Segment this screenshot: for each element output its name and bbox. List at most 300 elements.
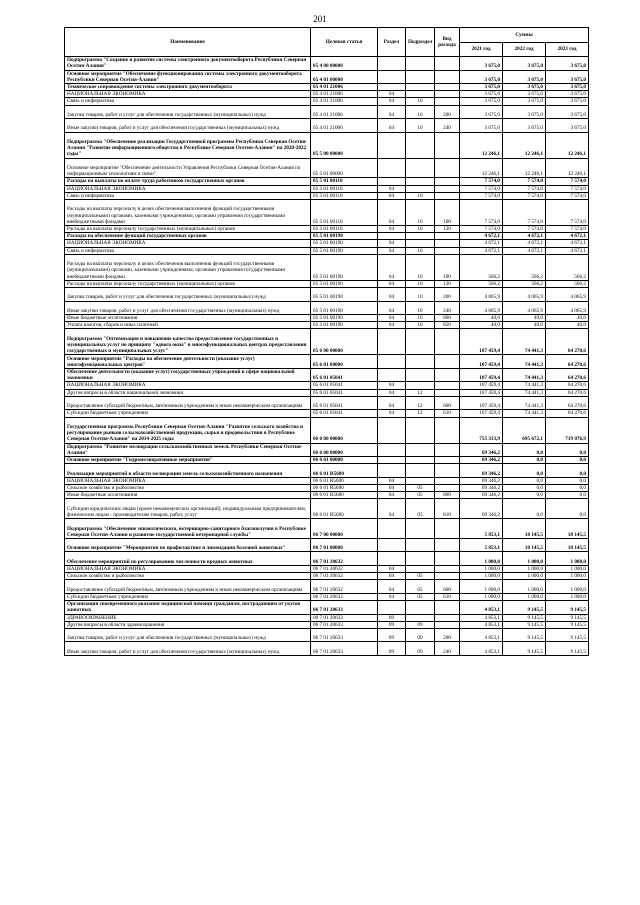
header-section: Раздел xyxy=(378,28,406,57)
row-expense-type: 200 xyxy=(435,105,460,119)
row-section: 09 xyxy=(378,614,406,621)
table-row xyxy=(65,552,589,566)
row-subsection: 09 xyxy=(406,621,435,628)
row-name: Основное мероприятие "Обеспечение функционирования системы электронного документооборота Республики Северная Осетия-Алания" xyxy=(65,70,311,84)
row-section: 04 xyxy=(378,91,406,98)
row-section: 09 xyxy=(378,621,406,628)
row-target-code: 05 5 01 00110 xyxy=(311,178,378,185)
row-subsection: 05 xyxy=(406,593,435,600)
row-sum-2021: 1 000,0 xyxy=(460,565,503,572)
row-sum-2022: 74 441,3 xyxy=(503,389,546,396)
row-sum-2021: 5 853,1 xyxy=(460,538,503,552)
row-name: Иные закупки товаров, работ и услуг для обеспечения государственных (муниципальных) нужд xyxy=(65,119,311,133)
row-name: НАЦИОНАЛЬНАЯ ЭКОНОМИКА xyxy=(65,240,311,247)
table-row xyxy=(65,382,589,389)
row-name: Расходы на выплаты персоналу государственных (муниципальных) органов xyxy=(65,280,311,287)
table-row xyxy=(65,185,589,192)
row-subsection xyxy=(406,614,435,621)
row-target-code: 05 5 01 00190 xyxy=(311,240,378,247)
row-expense-type xyxy=(435,565,460,572)
table-row xyxy=(65,301,589,315)
row-target-code: 06 7 01 20633 xyxy=(311,601,378,615)
row-expense-type xyxy=(435,368,460,382)
row-target-code: 05 6 01 05041 xyxy=(311,410,378,417)
row-subsection xyxy=(406,519,435,539)
row-section: 04 xyxy=(378,200,406,226)
table-row xyxy=(65,288,589,302)
row-target-code: 06 7 00 00000 xyxy=(311,519,378,539)
row-name: Другие вопросы в области здравоохранения xyxy=(65,621,311,628)
table-row xyxy=(65,178,589,185)
row-expense-type: 100 xyxy=(435,254,460,280)
row-target-code: 05 4 01 21006 xyxy=(311,105,378,119)
table-row xyxy=(65,132,589,158)
row-name: Расходы на выплаты персоналу государственных (муниципальных) органов xyxy=(65,226,311,233)
row-expense-type xyxy=(435,98,460,105)
table-row xyxy=(65,538,589,552)
header-subsection: Подраздел xyxy=(406,28,435,57)
row-expense-type xyxy=(435,329,460,355)
row-sum-2023: 64 270,6 xyxy=(546,368,589,382)
table-row xyxy=(65,91,589,98)
row-section: 04 xyxy=(378,192,406,199)
row-target-code: 06 6 01 R5680 xyxy=(311,499,378,519)
row-subsection: 05 xyxy=(406,492,435,499)
table-row xyxy=(65,443,589,457)
row-sum-2022: 74 441,3 xyxy=(503,382,546,389)
row-section: 04 xyxy=(378,288,406,302)
table-row xyxy=(65,315,589,322)
row-sum-2022: 9 145,5 xyxy=(503,614,546,621)
row-section: 04 xyxy=(378,254,406,280)
row-sum-2021: 3 675,0 xyxy=(460,57,503,71)
table-row xyxy=(65,226,589,233)
row-sum-2021: 12 246,1 xyxy=(460,158,503,178)
row-target-code: 05 5 01 00110 xyxy=(311,192,378,199)
row-target-code: 05 5 01 00110 xyxy=(311,200,378,226)
row-sum-2022: 9 145,5 xyxy=(503,621,546,628)
row-subsection: 10 xyxy=(406,105,435,119)
row-sum-2022: 12 246,1 xyxy=(503,132,546,158)
row-sum-2023: 4 672,1 xyxy=(546,233,589,240)
row-sum-2023: 9 145,5 xyxy=(546,628,589,642)
row-sum-2022: 1 000,0 xyxy=(503,593,546,600)
row-sum-2021: 40,0 xyxy=(460,315,503,322)
row-expense-type xyxy=(435,185,460,192)
row-sum-2023: 12 246,1 xyxy=(546,158,589,178)
row-expense-type xyxy=(435,573,460,580)
row-expense-type: 610 xyxy=(435,410,460,417)
table-row xyxy=(65,417,589,443)
row-subsection xyxy=(406,178,435,185)
row-section: 04 xyxy=(378,280,406,287)
row-subsection xyxy=(406,70,435,84)
table-row xyxy=(65,84,589,91)
row-sum-2022: 1 000,0 xyxy=(503,580,546,594)
row-sum-2023: 64 270,6 xyxy=(546,355,589,369)
row-sum-2023: 9 145,5 xyxy=(546,614,589,621)
row-section: 04 xyxy=(378,315,406,322)
row-sum-2021: 4 672,1 xyxy=(460,247,503,254)
row-subsection: 10 xyxy=(406,192,435,199)
row-section: 04 xyxy=(378,247,406,254)
row-sum-2022: 10 145,5 xyxy=(503,538,546,552)
row-subsection: 05 xyxy=(406,499,435,519)
row-subsection xyxy=(406,443,435,457)
row-section xyxy=(378,233,406,240)
row-sum-2022: 7 574,0 xyxy=(503,226,546,233)
row-subsection xyxy=(406,552,435,566)
table-row xyxy=(65,580,589,594)
table-row xyxy=(65,593,589,600)
row-sum-2023: 40,0 xyxy=(546,315,589,322)
table-row xyxy=(65,642,589,656)
row-subsection: 10 xyxy=(406,98,435,105)
row-sum-2021: 4 853,1 xyxy=(460,628,503,642)
row-sum-2022: 3 675,0 xyxy=(503,98,546,105)
row-name: Связь и информатика xyxy=(65,247,311,254)
row-sum-2021: 69 346,2 xyxy=(460,484,503,491)
row-expense-type: 100 xyxy=(435,200,460,226)
row-sum-2021: 566,2 xyxy=(460,280,503,287)
row-section: 04 xyxy=(378,396,406,410)
row-sum-2021: 4 065,9 xyxy=(460,288,503,302)
row-sum-2022: 40,0 xyxy=(503,322,546,329)
row-name: НАЦИОНАЛЬНАЯ ЭКОНОМИКА xyxy=(65,565,311,572)
row-sum-2023: 4 672,1 xyxy=(546,240,589,247)
row-sum-2022: 0,0 xyxy=(503,484,546,491)
row-section: 04 xyxy=(378,301,406,315)
row-expense-type xyxy=(435,132,460,158)
row-section: 04 xyxy=(378,119,406,133)
row-sum-2022: 0,0 xyxy=(503,443,546,457)
row-target-code: 05 6 01 05041 xyxy=(311,382,378,389)
row-name: Техническое сопровождение системы электронного документооборота xyxy=(65,84,311,91)
row-section: 04 xyxy=(378,477,406,484)
row-name: Расходы на выплаты по оплате труда работников государственных органов xyxy=(65,178,311,185)
row-target-code: 06 7 01 20633 xyxy=(311,614,378,621)
row-sum-2023: 719 076,9 xyxy=(546,417,589,443)
table-row xyxy=(65,565,589,572)
row-sum-2023: 1 000,0 xyxy=(546,593,589,600)
row-section xyxy=(378,552,406,566)
row-sum-2021: 755 313,9 xyxy=(460,417,503,443)
row-sum-2023: 7 574,0 xyxy=(546,178,589,185)
row-sum-2022: 7 574,0 xyxy=(503,178,546,185)
row-sum-2022: 74 441,3 xyxy=(503,368,546,382)
row-sum-2023: 64 270,6 xyxy=(546,410,589,417)
row-subsection xyxy=(406,329,435,355)
row-expense-type xyxy=(435,443,460,457)
row-expense-type xyxy=(435,192,460,199)
row-sum-2022: 1 000,0 xyxy=(503,573,546,580)
row-sum-2021: 4 853,1 xyxy=(460,614,503,621)
row-target-code: 05 5 01 00190 xyxy=(311,288,378,302)
row-expense-type: 240 xyxy=(435,642,460,656)
row-expense-type: 200 xyxy=(435,628,460,642)
row-target-code: 05 5 01 00190 xyxy=(311,247,378,254)
row-expense-type xyxy=(435,247,460,254)
row-sum-2021: 3 675,0 xyxy=(460,91,503,98)
row-name: Расходы на выплаты персоналу в целях обеспечения выполнения функций государственными (муниципальными) органами, казенными учреждениями, органами управления государственными внебюджетными фондами xyxy=(65,254,311,280)
row-expense-type xyxy=(435,178,460,185)
row-sum-2021: 3 675,0 xyxy=(460,84,503,91)
table-row xyxy=(65,519,589,539)
table-row xyxy=(65,119,589,133)
row-sum-2021: 3 675,0 xyxy=(460,70,503,84)
row-sum-2023: 4 065,9 xyxy=(546,301,589,315)
row-sum-2021: 4 672,1 xyxy=(460,233,503,240)
row-sum-2023: 64 270,6 xyxy=(546,389,589,396)
row-sum-2022: 9 145,5 xyxy=(503,601,546,615)
row-section xyxy=(378,443,406,457)
row-expense-type xyxy=(435,57,460,71)
table-row xyxy=(65,192,589,199)
row-sum-2022: 1 000,0 xyxy=(503,565,546,572)
row-sum-2021: 4 672,1 xyxy=(460,240,503,247)
row-target-code: 06 7 01 20633 xyxy=(311,642,378,656)
row-sum-2023: 4 065,9 xyxy=(546,288,589,302)
row-sum-2022: 3 675,0 xyxy=(503,105,546,119)
row-sum-2022: 40,0 xyxy=(503,315,546,322)
header-year-2021: 2021 год xyxy=(460,43,503,57)
row-expense-type xyxy=(435,91,460,98)
row-subsection xyxy=(406,538,435,552)
row-sum-2022: 10 145,5 xyxy=(503,519,546,539)
row-sum-2023: 1 000,0 xyxy=(546,565,589,572)
row-target-code: 05 4 01 21006 xyxy=(311,98,378,105)
table-row xyxy=(65,410,589,417)
row-sum-2023: 7 574,0 xyxy=(546,185,589,192)
table-row xyxy=(65,484,589,491)
row-expense-type: 200 xyxy=(435,288,460,302)
row-section xyxy=(378,464,406,478)
row-name: Подпрограмма "Обеспечение эпизоотического, ветеринарно-санитарного благополучия в Республике Северная Осетия-Алания и развитие государственной ветеринарной службы" xyxy=(65,519,311,539)
row-section xyxy=(378,70,406,84)
row-sum-2023: 0,0 xyxy=(546,484,589,491)
row-name: Сельское хозяйство и рыболовство xyxy=(65,484,311,491)
row-sum-2022: 7 574,0 xyxy=(503,200,546,226)
row-subsection xyxy=(406,477,435,484)
row-expense-type: 610 xyxy=(435,593,460,600)
row-target-code: 05 5 00 00000 xyxy=(311,132,378,158)
row-name: Субсидии бюджетным учреждениям xyxy=(65,593,311,600)
row-expense-type: 600 xyxy=(435,580,460,594)
row-target-code: 06 7 01 20632 xyxy=(311,552,378,566)
row-sum-2022: 0,0 xyxy=(503,464,546,478)
row-sum-2022: 4 065,9 xyxy=(503,288,546,302)
row-sum-2022: 12 246,1 xyxy=(503,158,546,178)
row-sum-2021: 4 065,9 xyxy=(460,301,503,315)
row-subsection: 10 xyxy=(406,226,435,233)
table-row xyxy=(65,70,589,84)
row-expense-type xyxy=(435,158,460,178)
row-target-code: 06 7 01 20632 xyxy=(311,593,378,600)
row-expense-type: 810 xyxy=(435,499,460,519)
row-sum-2022: 0,0 xyxy=(503,492,546,499)
row-section xyxy=(378,601,406,615)
row-subsection xyxy=(406,601,435,615)
row-sum-2022: 1 000,0 xyxy=(503,552,546,566)
row-subsection xyxy=(406,57,435,71)
row-sum-2023: 7 574,0 xyxy=(546,226,589,233)
row-section: 04 xyxy=(378,240,406,247)
table-row xyxy=(65,254,589,280)
row-name: Подпрограмма "Обеспечение реализации Государственной программы Республики Северная Осетия-Алания "Развитие информационного общества в Республике Северная Осетия-Алания" на 2020-2022 годы" xyxy=(65,132,311,158)
row-sum-2023: 7 574,0 xyxy=(546,192,589,199)
row-sum-2022: 9 145,5 xyxy=(503,628,546,642)
row-sum-2022: 4 672,1 xyxy=(503,233,546,240)
row-target-code: 05 5 01 00110 xyxy=(311,185,378,192)
row-sum-2021: 69 346,2 xyxy=(460,457,503,464)
row-name: Расходы на выплаты персоналу в целях обеспечения выполнения функций государственными (муниципальными) органами, казенными учреждениями, органами управления государственными внебюджетными фондами xyxy=(65,200,311,226)
row-subsection xyxy=(406,417,435,443)
row-sum-2021: 69 346,2 xyxy=(460,477,503,484)
row-expense-type: 120 xyxy=(435,226,460,233)
row-sum-2021: 69 346,2 xyxy=(460,499,503,519)
row-section xyxy=(378,132,406,158)
row-target-code: 06 6 01 00000 xyxy=(311,457,378,464)
row-section: 04 xyxy=(378,322,406,329)
row-sum-2022: 7 574,0 xyxy=(503,192,546,199)
row-expense-type xyxy=(435,484,460,491)
row-name: Субсидии юридическим лицам (кроме некоммерческих организаций), индивидуальным предпринимателям, физическим лицам - производителям товаров, работ, услуг xyxy=(65,499,311,519)
row-name: Подпрограмма "Оптимизация и повышение качества предоставления государственных и муниципальных услуг по принципу "одного окна" в многофункциональных центрах предоставления государственных и муниципальных услуг" xyxy=(65,329,311,355)
row-section: 04 xyxy=(378,98,406,105)
row-sum-2021: 7 574,0 xyxy=(460,185,503,192)
row-subsection: 10 xyxy=(406,119,435,133)
table-row xyxy=(65,368,589,382)
row-sum-2021: 5 853,1 xyxy=(460,519,503,539)
row-expense-type xyxy=(435,382,460,389)
row-sum-2022: 74 441,3 xyxy=(503,396,546,410)
row-target-code: 05 5 01 00190 xyxy=(311,315,378,322)
row-sum-2022: 3 675,0 xyxy=(503,57,546,71)
row-sum-2021: 107 459,4 xyxy=(460,329,503,355)
row-expense-type: 240 xyxy=(435,119,460,133)
row-expense-type xyxy=(435,519,460,539)
row-subsection xyxy=(406,185,435,192)
row-subsection xyxy=(406,158,435,178)
row-target-code: 05 5 01 00110 xyxy=(311,226,378,233)
row-sum-2022: 566,2 xyxy=(503,280,546,287)
row-expense-type xyxy=(435,601,460,615)
row-sum-2021: 12 246,1 xyxy=(460,132,503,158)
row-section: 04 xyxy=(378,492,406,499)
row-subsection: 05 xyxy=(406,484,435,491)
row-name: Иные бюджетные ассигнования xyxy=(65,315,311,322)
row-name: Закупка товаров, работ и услуг для обеспечения государственных (муниципальных) нужд xyxy=(65,628,311,642)
table-row xyxy=(65,57,589,71)
row-sum-2021: 69 346,2 xyxy=(460,443,503,457)
row-subsection: 10 xyxy=(406,280,435,287)
row-sum-2023: 64 270,6 xyxy=(546,329,589,355)
row-section: 04 xyxy=(378,389,406,396)
header-sums: Суммы xyxy=(460,28,589,43)
table-row xyxy=(65,457,589,464)
row-name: Реализация мероприятий в области мелиорации земель сельскохозяйственного назначения xyxy=(65,464,311,478)
row-sum-2021: 7 574,0 xyxy=(460,200,503,226)
row-target-code: 05 5 01 00000 xyxy=(311,158,378,178)
row-target-code: 05 6 01 05041 xyxy=(311,368,378,382)
row-target-code: 06 6 01 R5680 xyxy=(311,477,378,484)
row-subsection xyxy=(406,233,435,240)
row-expense-type xyxy=(435,233,460,240)
row-section: 04 xyxy=(378,593,406,600)
row-name: Обеспечение мероприятий по регулированию численности вредных животных xyxy=(65,552,311,566)
table-row xyxy=(65,601,589,615)
row-expense-type xyxy=(435,355,460,369)
table-row xyxy=(65,355,589,369)
row-subsection xyxy=(406,565,435,572)
row-subsection xyxy=(406,382,435,389)
row-name: Иные закупки товаров, работ и услуг для обеспечения государственных (муниципальных) нужд xyxy=(65,642,311,656)
row-section xyxy=(378,84,406,91)
row-sum-2022: 7 574,0 xyxy=(503,185,546,192)
row-name: Иные бюджетные ассигнования xyxy=(65,492,311,499)
row-target-code: 06 0 00 00000 xyxy=(311,417,378,443)
header-name: Наименование xyxy=(65,28,311,57)
row-sum-2022: 695 672,1 xyxy=(503,417,546,443)
row-name: НАЦИОНАЛЬНАЯ ЭКОНОМИКА xyxy=(65,382,311,389)
row-sum-2023: 3 675,0 xyxy=(546,119,589,133)
row-section xyxy=(378,329,406,355)
table-row xyxy=(65,247,589,254)
row-expense-type xyxy=(435,552,460,566)
page-number: 201 xyxy=(313,14,327,24)
row-section: 04 xyxy=(378,573,406,580)
row-name: Закупка товаров, работ и услуг для обеспечения государственных (муниципальных) нужд xyxy=(65,105,311,119)
row-target-code: 06 6 01 R5680 xyxy=(311,492,378,499)
row-name: Подпрограмма "Развитие мелиорации сельскохозяйственных земель Республики Северная Осетия-Алания" xyxy=(65,443,311,457)
row-expense-type xyxy=(435,417,460,443)
row-target-code: 05 4 01 21006 xyxy=(311,84,378,91)
row-subsection: 05 xyxy=(406,580,435,594)
row-subsection: 10 xyxy=(406,247,435,254)
row-target-code: 05 5 01 00190 xyxy=(311,254,378,280)
row-sum-2021: 40,0 xyxy=(460,322,503,329)
row-sum-2023: 0,0 xyxy=(546,477,589,484)
row-section: 04 xyxy=(378,484,406,491)
row-section: 04 xyxy=(378,580,406,594)
row-expense-type: 600 xyxy=(435,396,460,410)
row-expense-type xyxy=(435,621,460,628)
row-name: Подпрограмма "Создание и развитие системы электронного документооборота Республики Северная Осетия-Алания" xyxy=(65,57,311,71)
row-name: НАЦИОНАЛЬНАЯ ЭКОНОМИКА xyxy=(65,185,311,192)
row-sum-2023: 40,0 xyxy=(546,322,589,329)
row-expense-type: 800 xyxy=(435,315,460,322)
row-sum-2021: 3 675,0 xyxy=(460,119,503,133)
row-subsection: 05 xyxy=(406,573,435,580)
row-target-code: 05 4 01 00000 xyxy=(311,70,378,84)
row-name: Сельское хозяйство и рыболовство xyxy=(65,573,311,580)
row-expense-type: 240 xyxy=(435,301,460,315)
row-name: Иные закупки товаров, работ и услуг для обеспечения государственных (муниципальных) нужд xyxy=(65,301,311,315)
row-sum-2023: 566,2 xyxy=(546,254,589,280)
row-sum-2021: 107 459,4 xyxy=(460,382,503,389)
row-expense-type xyxy=(435,389,460,396)
row-sum-2023: 3 675,0 xyxy=(546,98,589,105)
table-row xyxy=(65,98,589,105)
row-name: Уплата налогов, сборов и иных платежей xyxy=(65,322,311,329)
row-subsection: 10 xyxy=(406,322,435,329)
budget-table xyxy=(64,27,589,656)
row-target-code: 05 6 01 05041 xyxy=(311,389,378,396)
table-row xyxy=(65,158,589,178)
row-target-code: 05 4 00 00000 xyxy=(311,57,378,71)
row-name: Обеспечение деятельности (оказание услуг) государственных учреждений в сфере национальной экономики xyxy=(65,368,311,382)
row-subsection xyxy=(406,368,435,382)
